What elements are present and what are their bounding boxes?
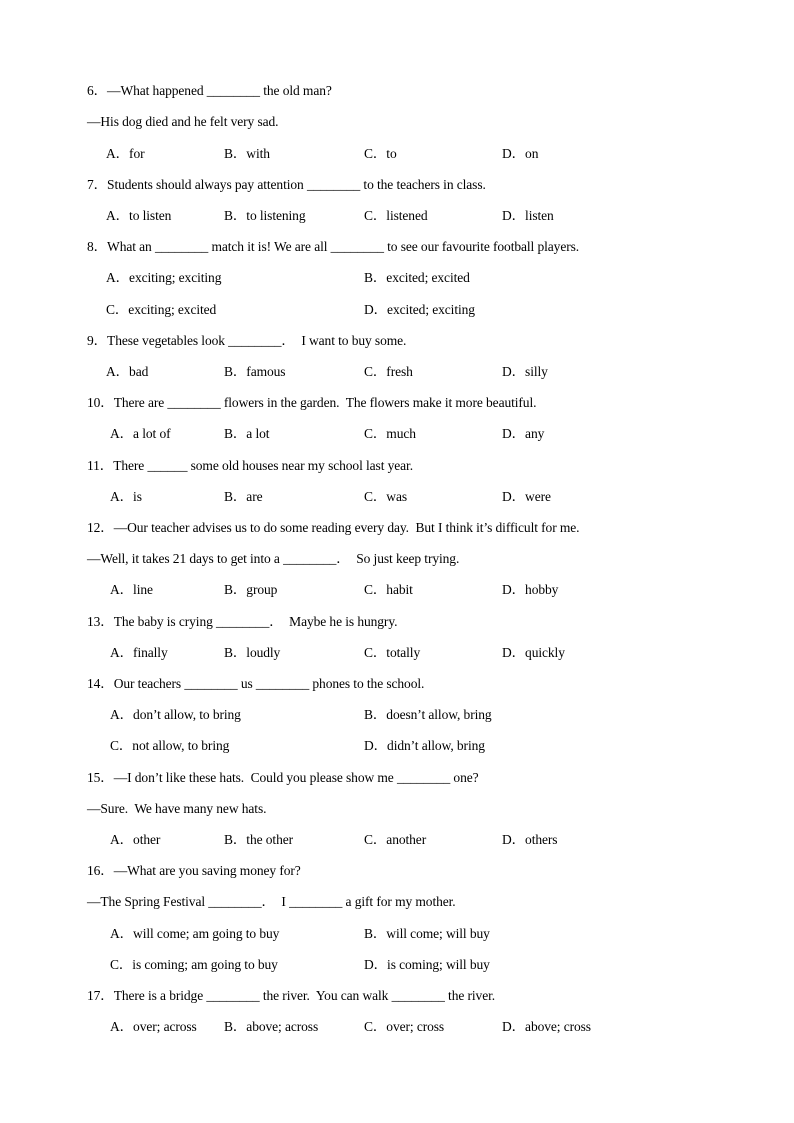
- question-14-option-c: C．not allow, to bring: [110, 738, 230, 753]
- question-12-option-d: D．hobby: [502, 582, 559, 597]
- question-14-option-a: A．don’t allow, to bring: [110, 707, 241, 722]
- question-9-option-a: A．bad: [106, 364, 149, 379]
- question-14-option-b: B．doesn’t allow, bring: [364, 707, 492, 722]
- question-11-stem: 11．There ______ some old houses near my school last year.: [87, 458, 413, 473]
- question-10-option-a: A．a lot of: [110, 426, 171, 441]
- question-17-option-d: D．above; cross: [502, 1019, 591, 1034]
- question-15-option-c: C．another: [364, 832, 427, 847]
- question-6-option-b: B．with: [224, 146, 270, 161]
- question-6-stem: 6．—What happened ________ the old man?: [87, 83, 332, 98]
- question-14-option-d: D．didn’t allow, bring: [364, 738, 485, 753]
- question-15-option-a: A．other: [110, 832, 161, 847]
- question-11-option-a: A．is: [110, 489, 142, 504]
- question-13-option-b: B．loudly: [224, 645, 281, 660]
- question-9-option-d: D．silly: [502, 364, 548, 379]
- question-8-option-d: D．excited; exciting: [364, 302, 475, 317]
- question-8-option-c: C．exciting; excited: [106, 302, 217, 317]
- question-16-option-d: D．is coming; will buy: [364, 957, 490, 972]
- question-17-option-c: C．over; cross: [364, 1019, 445, 1034]
- question-11-option-b: B．are: [224, 489, 263, 504]
- question-6-option-a: A．for: [106, 146, 145, 161]
- question-15-option-d: D．others: [502, 832, 558, 847]
- question-10-option-c: C．much: [364, 426, 416, 441]
- question-12-stem: 12．—Our teacher advises us to do some reading every day. But I think it’s difficult for me.: [87, 520, 580, 535]
- question-8-stem: 8．What an ________ match it is! We are all ________ to see our favourite football players.: [87, 239, 580, 254]
- question-6-option-d: D．on: [502, 146, 539, 161]
- question-9-option-b: B．famous: [224, 364, 286, 379]
- question-9-option-c: C．fresh: [364, 364, 413, 379]
- question-17-option-a: A．over; across: [110, 1019, 197, 1034]
- question-8-option-a: A．exciting; exciting: [106, 270, 222, 285]
- question-17-option-b: B．above; across: [224, 1019, 319, 1034]
- question-13-option-a: A．finally: [110, 645, 168, 660]
- question-11-option-c: C．was: [364, 489, 407, 504]
- question-13-option-c: C．totally: [364, 645, 421, 660]
- question-15-option-b: B．the other: [224, 832, 294, 847]
- question-12-option-c: C．habit: [364, 582, 413, 597]
- question-15-reply: —Sure. We have many new hats.: [87, 801, 267, 816]
- question-7-option-a: A．to listen: [106, 208, 172, 223]
- question-6-reply: —His dog died and he felt very sad.: [87, 114, 279, 129]
- question-12-reply: —Well, it takes 21 days to get into a ________． So just keep trying.: [87, 551, 460, 566]
- question-13-option-d: D．quickly: [502, 645, 565, 660]
- question-6-option-c: C．to: [364, 146, 397, 161]
- question-10-stem: 10．There are ________ flowers in the garden. The flowers make it more beautiful.: [87, 395, 537, 410]
- question-16-reply: —The Spring Festival ________． I ________ a gift for my mother.: [87, 894, 456, 909]
- question-10-option-d: D．any: [502, 426, 545, 441]
- question-10-option-b: B．a lot: [224, 426, 270, 441]
- question-16-option-a: A．will come; am going to buy: [110, 926, 280, 941]
- question-16-stem: 16．—What are you saving money for?: [87, 863, 301, 878]
- question-7-stem: 7．Students should always pay attention ________ to the teachers in class.: [87, 177, 486, 192]
- question-8-option-b: B．excited; excited: [364, 270, 470, 285]
- question-13-stem: 13．The baby is crying ________． Maybe he is hungry.: [87, 614, 398, 629]
- question-9-stem: 9．These vegetables look ________． I want to buy some.: [87, 333, 407, 348]
- question-16-option-c: C．is coming; am going to buy: [110, 957, 278, 972]
- question-15-stem: 15．—I don’t like these hats. Could you please show me ________ one?: [87, 770, 479, 785]
- question-12-option-b: B．group: [224, 582, 278, 597]
- question-17-stem: 17．There is a bridge ________ the river. You can walk ________ the river.: [87, 988, 496, 1003]
- question-12-option-a: A．line: [110, 582, 153, 597]
- question-7-option-b: B．to listening: [224, 208, 306, 223]
- question-7-option-d: D．listen: [502, 208, 554, 223]
- question-11-option-d: D．were: [502, 489, 551, 504]
- question-14-stem: 14．Our teachers ________ us ________ phones to the school.: [87, 676, 425, 691]
- question-7-option-c: C．listened: [364, 208, 428, 223]
- question-16-option-b: B．will come; will buy: [364, 926, 490, 941]
